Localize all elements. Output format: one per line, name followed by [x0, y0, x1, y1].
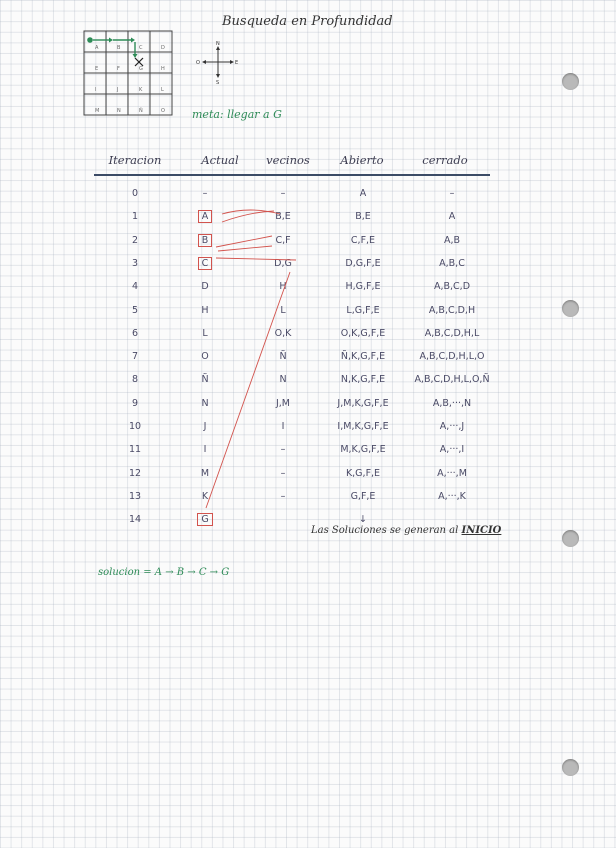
cell-cerrado: [410, 421, 494, 432]
cell-value: B,E: [355, 211, 371, 223]
cell-value: A,B,C,D,H,L,O: [419, 351, 485, 363]
table-row: [0, 421, 616, 443]
cell-cerrado: [410, 351, 494, 362]
cell-value: –: [449, 188, 455, 199]
cell-value: H: [279, 281, 287, 293]
cell-abierto: [318, 305, 408, 316]
compass-east: E: [235, 60, 239, 66]
cell-value: I,M,K,G,F,E: [337, 421, 389, 432]
header-abierto: Abierto: [340, 153, 384, 167]
cell-value: L,G,F,E: [346, 304, 380, 316]
cell-cerrado: [410, 305, 494, 316]
start-dot-icon: [87, 37, 93, 43]
cell-actual: [180, 374, 230, 385]
cell-value: –: [280, 490, 286, 502]
cell-value: 11: [128, 444, 142, 456]
cell-value: 3: [131, 257, 139, 269]
cell-abierto: [318, 211, 408, 222]
cell-value: J,M,K,G,F,E: [337, 397, 389, 409]
cell-abierto: [318, 235, 408, 246]
cell-value: A,B: [443, 234, 461, 246]
cell-actual: [180, 398, 230, 409]
cell-abierto: [318, 258, 408, 269]
cell-cerrado: [410, 211, 494, 222]
table-row: [0, 374, 616, 396]
cell-value: B,E: [275, 211, 291, 223]
cell-it: [104, 211, 166, 222]
punch-hole-top: [562, 73, 579, 90]
cell-abierto: [318, 444, 408, 455]
cell-vecinos: [258, 491, 308, 502]
cell-value: A,···,K: [438, 490, 466, 502]
table-row: [0, 211, 616, 233]
header-underline: [94, 174, 490, 176]
cell-it: [104, 468, 166, 479]
cell-cerrado: [410, 235, 494, 246]
table-row: [0, 188, 616, 210]
cell-value: O: [201, 351, 209, 363]
maze-cell-label: I: [95, 87, 97, 93]
cell-value: J: [203, 421, 207, 432]
cell-actual: [180, 235, 230, 246]
compass-south: S: [216, 80, 220, 84]
cell-actual: [180, 468, 230, 479]
cell-vecinos: [258, 421, 308, 432]
maze-cell-label: L: [161, 87, 164, 93]
cell-value: 9: [131, 397, 139, 409]
cell-value: M: [200, 467, 210, 479]
cell-it: [104, 305, 166, 316]
cell-vecinos: [258, 351, 308, 362]
table-row: [0, 328, 616, 350]
cell-value: D: [201, 281, 209, 293]
maze-cell-label: E: [95, 66, 99, 72]
table-row: [0, 235, 616, 257]
cell-value: A,B,···,N: [432, 397, 472, 409]
cell-value: A,B,C,D: [433, 281, 471, 293]
cell-it: [104, 421, 166, 432]
cell-it: [104, 188, 166, 199]
cell-cerrado: [410, 398, 494, 409]
cell-value: N: [279, 374, 287, 386]
maze-cell-label: M: [95, 108, 100, 114]
cell-value: C,F,E: [350, 234, 376, 246]
cell-it: [104, 328, 166, 339]
note-text: [311, 525, 501, 536]
cell-actual: [180, 491, 230, 502]
cell-value: G,F,E: [350, 490, 376, 502]
cell-actual: [180, 281, 230, 292]
cell-value: 0: [131, 188, 139, 199]
cell-abierto: [318, 468, 408, 479]
cell-actual: [180, 328, 230, 339]
cell-value: 4: [131, 281, 139, 293]
cell-value: A,B,C,D,H,L: [424, 327, 480, 339]
maze-cell-label: A: [95, 45, 99, 51]
cell-vecinos: [258, 211, 308, 222]
goal-text: meta: llegar a G: [192, 108, 282, 121]
note-emphasis: INICIO: [461, 525, 502, 536]
cell-value: M,K,G,F,E: [340, 444, 386, 456]
table-row: [0, 491, 616, 513]
cell-abierto: [318, 188, 408, 199]
maze-cell-label: Ñ: [139, 108, 143, 114]
cell-cerrado: [410, 281, 494, 292]
cell-it: [104, 258, 166, 269]
cell-value: O,K,G,F,E: [340, 327, 386, 339]
cell-abierto: [318, 328, 408, 339]
table-row: [0, 305, 616, 327]
cell-cerrado: [410, 328, 494, 339]
cell-value: –: [280, 188, 286, 199]
cell-value: –: [280, 444, 286, 456]
cell-value: N,K,G,F,E: [340, 374, 386, 386]
cell-value: 10: [128, 421, 142, 432]
cell-value: 12: [128, 467, 142, 479]
cell-value: 1: [131, 211, 139, 223]
compass-rose-icon: [196, 40, 240, 84]
maze-grid: [83, 30, 175, 118]
cell-cerrado: [410, 444, 494, 455]
cell-actual: [180, 421, 230, 432]
cell-value: K: [201, 490, 209, 502]
cell-vecinos: [258, 328, 308, 339]
page-title: Busqueda en Profundidad: [222, 14, 393, 29]
cell-value: 2: [131, 234, 139, 246]
cell-cerrado: [410, 258, 494, 269]
cell-value: O,K: [274, 327, 292, 339]
maze-cell-label: G: [139, 66, 143, 72]
cell-value: I: [203, 444, 207, 456]
cell-value: A: [198, 210, 213, 223]
cell-value: J,M: [275, 397, 291, 409]
compass-west: O: [196, 60, 200, 66]
table-row: [0, 281, 616, 303]
cell-value: Ñ: [201, 374, 209, 386]
cell-actual: [180, 514, 230, 525]
maze-cell-label: K: [139, 87, 143, 93]
table-row: [0, 468, 616, 490]
cell-abierto: [318, 491, 408, 502]
cell-abierto: [318, 281, 408, 292]
cell-value: A,B,C,D,H,L,O,Ñ: [414, 374, 490, 386]
header-vecinos: vecinos: [266, 153, 310, 167]
table-row: [0, 258, 616, 280]
table-row: [0, 351, 616, 373]
cell-value: C,F: [275, 234, 291, 246]
cell-value: –: [280, 467, 286, 479]
cell-it: [104, 444, 166, 455]
cell-actual: [180, 258, 230, 269]
cell-vecinos: [258, 444, 308, 455]
cell-value: K,G,F,E: [345, 467, 381, 479]
cell-value: H,G,F,E: [345, 281, 381, 293]
maze-cell-label: B: [117, 45, 121, 51]
cell-value: Ñ,K,G,F,E: [340, 351, 386, 363]
cell-value: L: [280, 304, 286, 316]
header-iteracion: Iteracion: [108, 153, 162, 167]
cell-value: A: [448, 211, 456, 223]
header-cerrado: cerrado: [422, 153, 468, 167]
goal-x-icon: [135, 58, 143, 66]
maze-cell-label: F: [117, 66, 120, 72]
punch-hole-bottom: [562, 759, 579, 776]
cell-vecinos: [258, 305, 308, 316]
cell-value: N: [201, 397, 209, 409]
cell-abierto: [318, 374, 408, 385]
maze-cell-label: H: [161, 66, 165, 72]
maze-cell-label: O: [161, 108, 165, 114]
cell-vecinos: [258, 235, 308, 246]
table-row: [0, 514, 616, 536]
cell-value: G: [197, 513, 212, 526]
cell-value: B: [198, 234, 213, 247]
cell-it: [104, 235, 166, 246]
cell-cerrado: [410, 491, 494, 502]
cell-abierto: [318, 351, 408, 362]
cell-value: ↓: [359, 514, 367, 526]
cell-value: L: [202, 327, 208, 339]
cell-vecinos: [258, 468, 308, 479]
cell-vecinos: [258, 398, 308, 409]
cell-it: [104, 491, 166, 502]
cell-value: 13: [128, 490, 142, 502]
cell-it: [104, 351, 166, 362]
cell-it: [104, 374, 166, 385]
cell-value: A,···,I: [439, 444, 465, 456]
cell-actual: [180, 188, 230, 199]
cell-vecinos: [258, 258, 308, 269]
cell-value: I: [281, 421, 285, 432]
maze-cell-label: J: [117, 87, 119, 93]
cell-actual: [180, 444, 230, 455]
cell-value: –: [202, 188, 208, 199]
maze-cell-label: N: [117, 108, 121, 114]
cell-actual: [180, 211, 230, 222]
cell-value: A: [359, 188, 367, 199]
table-row: [0, 444, 616, 466]
cell-value: A,B,C,D,H: [428, 304, 476, 316]
cell-value: C: [198, 257, 213, 270]
cell-vecinos: [258, 188, 308, 199]
cell-cerrado: [410, 374, 494, 385]
cell-cerrado: [410, 468, 494, 479]
cell-value: D,G: [274, 257, 292, 269]
header-actual: Actual: [201, 153, 239, 167]
maze-cell-label: C: [139, 45, 143, 51]
cell-value: A,···,J: [439, 421, 465, 432]
compass-north: N: [216, 41, 220, 47]
note-main: Las Soluciones se generan al: [311, 525, 459, 536]
cell-value: 6: [131, 327, 139, 339]
cell-value: Ñ: [279, 351, 287, 363]
cell-vecinos: [258, 281, 308, 292]
cell-vecinos: [258, 374, 308, 385]
cell-value: D,G,F,E: [345, 257, 381, 269]
cell-value: 8: [131, 374, 139, 386]
cell-value: A,B,C: [439, 257, 465, 269]
cell-abierto: [318, 421, 408, 432]
table-row: [0, 398, 616, 420]
cell-abierto: [318, 398, 408, 409]
cell-value: 5: [131, 304, 139, 316]
cell-actual: [180, 305, 230, 316]
cell-value: 14: [128, 514, 142, 526]
cell-it: [104, 514, 166, 525]
solution-text: solucion = A → B → C → G: [98, 567, 230, 578]
cell-value: A,···,M: [437, 467, 467, 479]
cell-it: [104, 398, 166, 409]
maze-cell-label: D: [161, 45, 165, 51]
cell-actual: [180, 351, 230, 362]
cell-value: H: [201, 304, 209, 316]
cell-it: [104, 281, 166, 292]
cell-cerrado: [410, 188, 494, 199]
cell-abierto: [318, 514, 408, 525]
cell-value: 7: [131, 351, 139, 363]
